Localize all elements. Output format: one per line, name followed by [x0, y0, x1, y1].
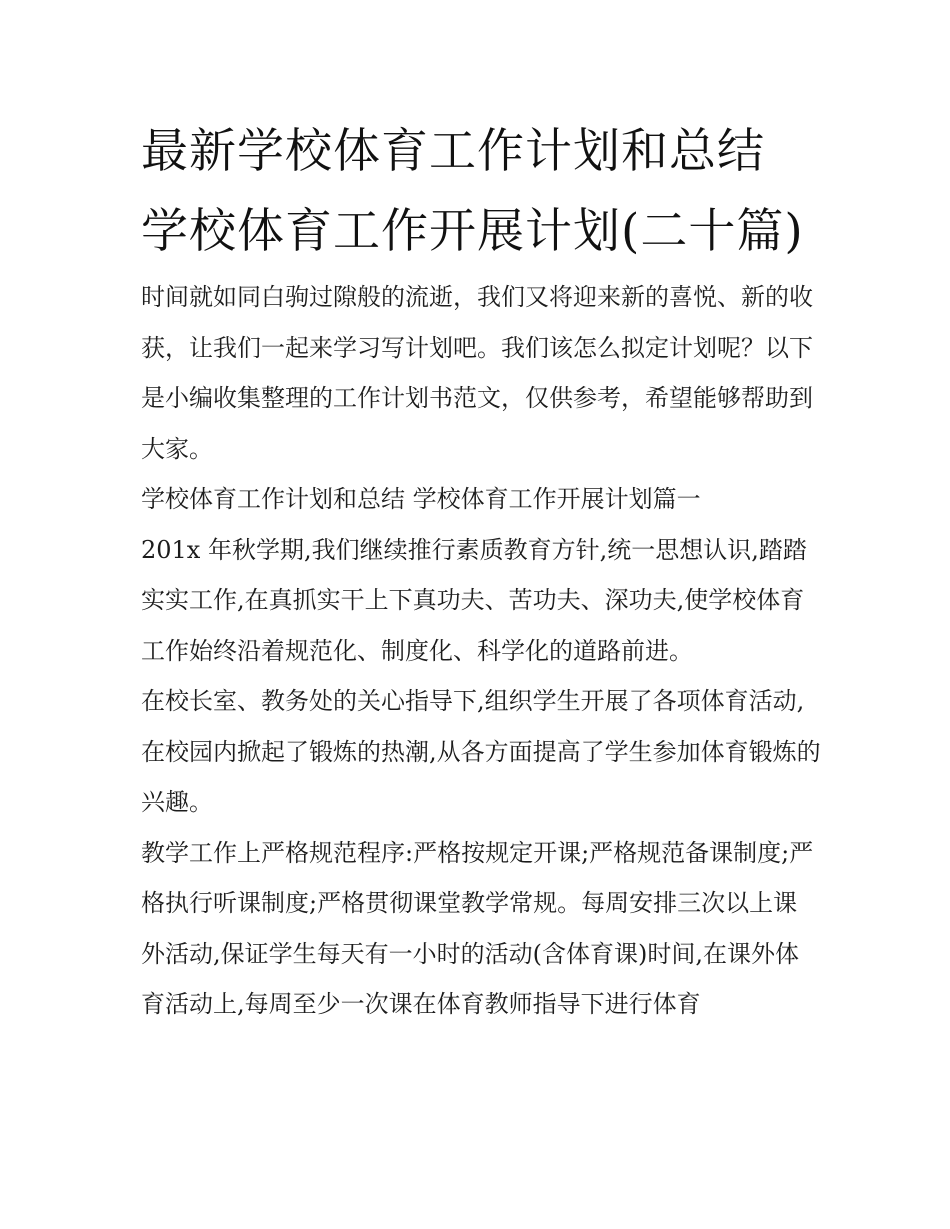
section-heading: 学校体育工作计划和总结 学校体育工作开展计划篇一	[141, 485, 701, 513]
document-title: 最新学校体育工作计划和总结 学校体育工作开展计划(二十篇)	[141, 124, 804, 259]
body-paragraph-1: 201x 年秋学期,我们继续推行素质教育方针,统一思想认识,踏踏实实工作,在真抓实干上下真功夫、苦功夫、深功夫,使学校体育工作始终沿着规范化、制度化、科学化的道路前进。	[141, 535, 807, 665]
document-page	[141, 112, 821, 1030]
body-paragraph-2: 在校长室、教务处的关心指导下,组织学生开展了各项体育活动,在校园内掀起了锻炼的热潮,从各方面提高了学生参加体育锻炼的兴趣。	[141, 687, 821, 816]
body-paragraph-3: 教学工作上严格规范程序:严格按规定开课;严格规范备课制度;严格执行听课制度;严格贯彻课堂教学常规。每周安排三次以上课外活动,保证学生每天有一小时的活动(含体育课)时间,在课外体育活动上,每周至少一次课在体育教师指导下进行体育	[141, 838, 814, 1018]
intro-paragraph: 时间就如同白驹过隙般的流逝，我们又将迎来新的喜悦、新的收获，让我们一起来学习写计划吧。我们该怎么拟定计划呢？以下是小编收集整理的工作计划书范文，仅供参考，希望能够帮助到大家。	[141, 283, 813, 463]
